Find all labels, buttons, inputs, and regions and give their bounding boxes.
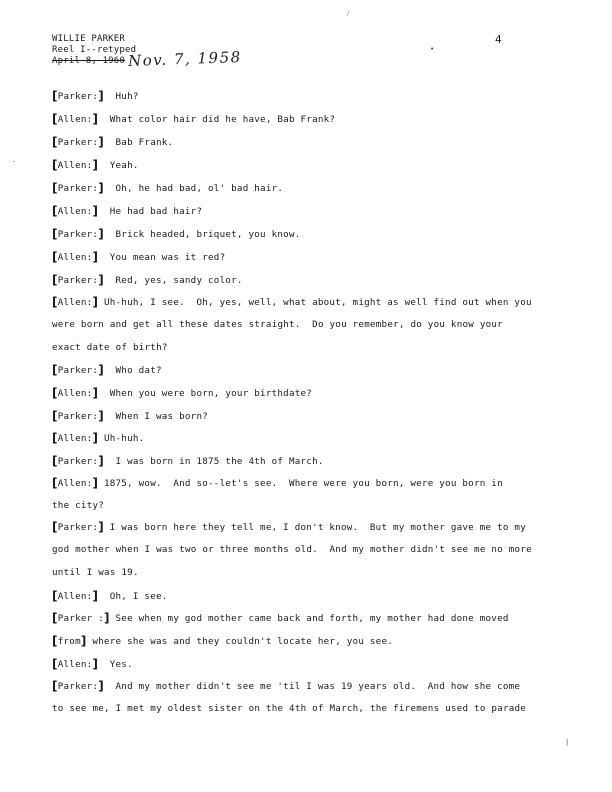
line-text: where she was and they couldn't locate her, you see. bbox=[86, 636, 394, 647]
transcript-line bbox=[52, 182, 283, 195]
speaker-label: [Parker:] bbox=[52, 454, 104, 468]
header-name: WILLIE PARKER bbox=[52, 34, 126, 44]
speaker-label: [Allen:] bbox=[52, 386, 99, 400]
transcript-line bbox=[52, 113, 335, 126]
line-text: Oh, he had bad, ol' bad hair. bbox=[103, 183, 284, 194]
line-text: Bab Frank. bbox=[103, 137, 174, 148]
transcript-line bbox=[52, 296, 532, 309]
line-text: When I was born? bbox=[103, 411, 209, 422]
header-reel: Reel I--retyped bbox=[52, 45, 137, 55]
speaker-label: [Parker:] bbox=[52, 89, 104, 103]
handwritten-date: Nov. 7, 1958 bbox=[127, 48, 242, 70]
transcript-line bbox=[52, 455, 324, 468]
speaker-label: [Parker:] bbox=[52, 679, 104, 693]
transcript-line bbox=[52, 612, 509, 625]
header-original-date: April 8, 1960 bbox=[52, 56, 126, 66]
line-text: See when my god mother came back and forth, my mother had done moved bbox=[109, 613, 509, 624]
line-text: What color hair did he have, Bab Frank? bbox=[98, 114, 336, 125]
speaker-label: [Allen:] bbox=[52, 295, 99, 309]
transcript-line bbox=[52, 567, 139, 579]
line-text: Uh-huh, I see. Oh, yes, well, what about, might as well find out when you bbox=[98, 297, 532, 308]
line-text: until I was 19. bbox=[52, 567, 139, 578]
line-text: 1875, wow. And so--let's see. Where were you born, were you born in bbox=[98, 478, 503, 489]
line-text: Yes. bbox=[98, 659, 133, 670]
stray-dot: • bbox=[430, 45, 435, 53]
line-text: I was born here they tell me, I don't know. But my mother gave me to my bbox=[103, 522, 526, 533]
line-text: He had bad hair? bbox=[98, 206, 203, 217]
transcript-line bbox=[52, 432, 144, 445]
speaker-label: [Parker:] bbox=[52, 273, 104, 287]
speaker-label: [from] bbox=[52, 634, 87, 648]
stray-mark: ⁄ bbox=[346, 10, 351, 18]
line-text: were born and get all these dates straight. Do you remember, do you know your bbox=[52, 319, 503, 330]
transcript-line bbox=[52, 319, 503, 331]
page-number: 4 bbox=[495, 33, 502, 46]
transcript-line bbox=[52, 590, 168, 603]
line-text: exact date of birth? bbox=[52, 342, 168, 353]
line-text: the city? bbox=[52, 500, 105, 511]
line-text: Brick headed, briquet, you know. bbox=[103, 229, 301, 240]
transcript-line bbox=[52, 228, 301, 241]
transcript-line bbox=[52, 159, 139, 172]
line-text: When you were born, your birthdate? bbox=[98, 388, 313, 399]
line-text: to see me, I met my oldest sister on the 4th of March, the firemens used to parade bbox=[52, 703, 527, 714]
speaker-label: [Allen:] bbox=[52, 431, 99, 445]
transcript-line bbox=[52, 251, 225, 264]
line-text: And my mother didn't see me 'til I was 19 years old. And how she come bbox=[103, 681, 521, 692]
line-text: Oh, I see. bbox=[98, 591, 168, 602]
speaker-label: [Parker:] bbox=[52, 135, 104, 149]
speaker-label: [Parker:] bbox=[52, 409, 104, 423]
line-text: I was born in 1875 the 4th of March. bbox=[103, 456, 324, 467]
line-text: Who dat? bbox=[103, 365, 162, 376]
transcript-line bbox=[52, 136, 173, 149]
transcript-line bbox=[52, 703, 526, 715]
transcript-line bbox=[52, 387, 312, 400]
stray-mark: | bbox=[565, 738, 570, 746]
speaker-label: [Parker:] bbox=[52, 363, 104, 377]
transcript-line bbox=[52, 635, 393, 648]
speaker-label: [Parker:] bbox=[52, 181, 104, 195]
transcript-line bbox=[52, 342, 168, 354]
speaker-label: [Allen:] bbox=[52, 476, 99, 490]
speaker-label: [Allen:] bbox=[52, 589, 99, 603]
transcript-line bbox=[52, 500, 104, 512]
transcript-line bbox=[52, 274, 243, 287]
line-text: Uh-huh. bbox=[98, 433, 145, 444]
speaker-label: [Parker:] bbox=[52, 520, 104, 534]
speaker-label: [Allen:] bbox=[52, 250, 99, 264]
line-text: You mean was it red? bbox=[98, 252, 226, 263]
stray-mark: · bbox=[12, 158, 17, 166]
speaker-label: [Allen:] bbox=[52, 158, 99, 172]
transcript-line bbox=[52, 364, 162, 377]
speaker-label: [Allen:] bbox=[52, 657, 99, 671]
transcript-line bbox=[52, 680, 520, 693]
transcript-line bbox=[52, 410, 208, 423]
speaker-label: [Parker:] bbox=[52, 227, 104, 241]
transcript-line bbox=[52, 477, 503, 490]
speaker-label: [Parker :] bbox=[52, 611, 110, 625]
line-text: Yeah. bbox=[98, 160, 139, 171]
transcript-line bbox=[52, 544, 532, 556]
line-text: Red, yes, sandy color. bbox=[103, 275, 243, 286]
line-text: god mother when I was two or three months old. And my mother didn't see me no more bbox=[52, 544, 532, 555]
line-text: Huh? bbox=[103, 91, 139, 102]
transcript-line bbox=[52, 205, 202, 218]
transcript-line bbox=[52, 521, 526, 534]
speaker-label: [Allen:] bbox=[52, 204, 99, 218]
transcript-line bbox=[52, 658, 133, 671]
speaker-label: [Allen:] bbox=[52, 112, 99, 126]
transcript-line bbox=[52, 90, 139, 103]
